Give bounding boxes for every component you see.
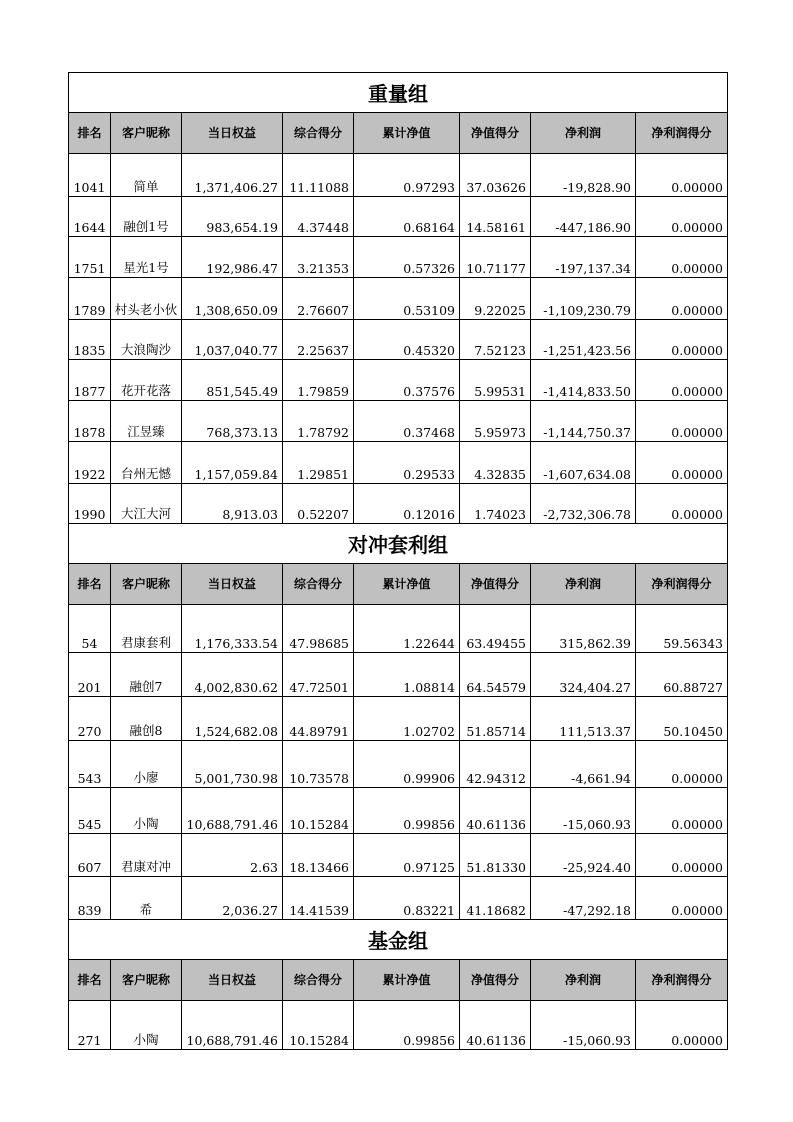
cell-cumulative-nav: 0.57326 (354, 237, 460, 278)
header-row (69, 960, 728, 1001)
cell-net-profit-score: 50.10450 (636, 697, 728, 741)
cell-composite-score: 18.13466 (283, 834, 354, 877)
header-row (69, 564, 728, 605)
cell-rank: 271 (69, 1001, 111, 1050)
header-customer-name: 客户昵称 (111, 113, 182, 154)
ranking-table (68, 72, 728, 1050)
cell-net-profit: -1,414,833.50 (531, 360, 636, 401)
cell-customer-name: 君康套利 (111, 605, 182, 653)
header-composite-score: 综合得分 (283, 564, 354, 605)
cell-net-profit-score: 60.88727 (636, 653, 728, 697)
cell-composite-score: 1.29851 (283, 442, 354, 484)
cell-cumulative-nav: 0.97125 (354, 834, 460, 877)
cell-daily-equity: 851,545.49 (182, 360, 283, 401)
table-row (69, 834, 728, 877)
cell-composite-score: 14.41539 (283, 877, 354, 920)
cell-customer-name: 台州无憾 (111, 442, 182, 484)
table-row (69, 484, 728, 524)
cell-customer-name: 大浪陶沙 (111, 320, 182, 360)
cell-rank: 270 (69, 697, 111, 741)
header-rank: 排名 (69, 564, 111, 605)
cell-nav-score: 40.61136 (460, 788, 531, 834)
cell-rank: 1878 (69, 401, 111, 442)
cell-net-profit: -2,732,306.78 (531, 484, 636, 524)
cell-daily-equity: 1,176,333.54 (182, 605, 283, 653)
table-row (69, 697, 728, 741)
cell-net-profit-score: 0.00000 (636, 1001, 728, 1050)
cell-composite-score: 10.15284 (283, 788, 354, 834)
cell-nav-score: 14.58161 (460, 197, 531, 237)
header-net-profit-score: 净利润得分 (636, 960, 728, 1001)
group-title: 对冲套利组 (69, 524, 728, 564)
cell-customer-name: 村头老小伙 (111, 278, 182, 320)
cell-customer-name: 小陶 (111, 788, 182, 834)
cell-rank: 1990 (69, 484, 111, 524)
header-net-profit: 净利润 (531, 960, 636, 1001)
table-row (69, 1001, 728, 1050)
cell-net-profit: -1,144,750.37 (531, 401, 636, 442)
cell-net-profit: -197,137.34 (531, 237, 636, 278)
header-cumulative-nav: 累计净值 (354, 564, 460, 605)
cell-cumulative-nav: 1.08814 (354, 653, 460, 697)
cell-daily-equity: 983,654.19 (182, 197, 283, 237)
cell-net-profit-score: 0.00000 (636, 834, 728, 877)
cell-net-profit-score: 0.00000 (636, 320, 728, 360)
cell-composite-score: 44.89791 (283, 697, 354, 741)
cell-net-profit: -1,251,423.56 (531, 320, 636, 360)
cell-rank: 1789 (69, 278, 111, 320)
cell-composite-score: 4.37448 (283, 197, 354, 237)
cell-daily-equity: 5,001,730.98 (182, 741, 283, 788)
cell-net-profit-score: 59.56343 (636, 605, 728, 653)
cell-net-profit-score: 0.00000 (636, 484, 728, 524)
cell-rank: 201 (69, 653, 111, 697)
table-row (69, 197, 728, 237)
cell-cumulative-nav: 0.99856 (354, 1001, 460, 1050)
table-row (69, 237, 728, 278)
cell-net-profit: -447,186.90 (531, 197, 636, 237)
cell-composite-score: 11.11088 (283, 154, 354, 197)
cell-nav-score: 10.71177 (460, 237, 531, 278)
cell-customer-name: 融创8 (111, 697, 182, 741)
cell-nav-score: 7.52123 (460, 320, 531, 360)
header-nav-score: 净值得分 (460, 960, 531, 1001)
group-title-row (69, 920, 728, 960)
cell-net-profit: -47,292.18 (531, 877, 636, 920)
cell-customer-name: 希 (111, 877, 182, 920)
cell-customer-name: 小廖 (111, 741, 182, 788)
cell-customer-name: 江昱臻 (111, 401, 182, 442)
cell-net-profit: -1,607,634.08 (531, 442, 636, 484)
table-row (69, 653, 728, 697)
cell-nav-score: 5.99531 (460, 360, 531, 401)
cell-cumulative-nav: 0.53109 (354, 278, 460, 320)
cell-nav-score: 64.54579 (460, 653, 531, 697)
group-title-row (69, 73, 728, 113)
cell-daily-equity: 10,688,791.46 (182, 1001, 283, 1050)
header-cumulative-nav: 累计净值 (354, 113, 460, 154)
header-net-profit-score: 净利润得分 (636, 564, 728, 605)
cell-net-profit: -15,060.93 (531, 788, 636, 834)
cell-customer-name: 君康对冲 (111, 834, 182, 877)
cell-net-profit-score: 0.00000 (636, 741, 728, 788)
cell-net-profit-score: 0.00000 (636, 278, 728, 320)
cell-daily-equity: 768,373.13 (182, 401, 283, 442)
cell-rank: 839 (69, 877, 111, 920)
cell-nav-score: 51.81330 (460, 834, 531, 877)
cell-net-profit-score: 0.00000 (636, 788, 728, 834)
cell-cumulative-nav: 0.37576 (354, 360, 460, 401)
cell-nav-score: 1.74023 (460, 484, 531, 524)
cell-cumulative-nav: 0.97293 (354, 154, 460, 197)
cell-rank: 543 (69, 741, 111, 788)
cell-nav-score: 4.32835 (460, 442, 531, 484)
cell-rank: 1922 (69, 442, 111, 484)
table-row (69, 605, 728, 653)
cell-cumulative-nav: 0.68164 (354, 197, 460, 237)
cell-composite-score: 3.21353 (283, 237, 354, 278)
cell-daily-equity: 4,002,830.62 (182, 653, 283, 697)
cell-net-profit-score: 0.00000 (636, 197, 728, 237)
cell-composite-score: 1.79859 (283, 360, 354, 401)
group-title-row (69, 524, 728, 564)
cell-customer-name: 大江大河 (111, 484, 182, 524)
cell-net-profit-score: 0.00000 (636, 154, 728, 197)
cell-daily-equity: 1,037,040.77 (182, 320, 283, 360)
table-row (69, 401, 728, 442)
cell-nav-score: 37.03626 (460, 154, 531, 197)
cell-daily-equity: 1,157,059.84 (182, 442, 283, 484)
header-composite-score: 综合得分 (283, 960, 354, 1001)
cell-cumulative-nav: 0.99856 (354, 788, 460, 834)
cell-cumulative-nav: 1.22644 (354, 605, 460, 653)
cell-composite-score: 10.73578 (283, 741, 354, 788)
header-rank: 排名 (69, 960, 111, 1001)
cell-composite-score: 2.76607 (283, 278, 354, 320)
table-row (69, 360, 728, 401)
header-net-profit: 净利润 (531, 113, 636, 154)
cell-daily-equity: 2,036.27 (182, 877, 283, 920)
cell-cumulative-nav: 0.29533 (354, 442, 460, 484)
header-daily-equity: 当日权益 (182, 564, 283, 605)
header-nav-score: 净值得分 (460, 564, 531, 605)
cell-composite-score: 47.72501 (283, 653, 354, 697)
cell-net-profit-score: 0.00000 (636, 360, 728, 401)
header-nav-score: 净值得分 (460, 113, 531, 154)
cell-rank: 1877 (69, 360, 111, 401)
cell-customer-name: 花开花落 (111, 360, 182, 401)
cell-daily-equity: 2.63 (182, 834, 283, 877)
cell-cumulative-nav: 0.37468 (354, 401, 460, 442)
table-row (69, 877, 728, 920)
cell-net-profit: -25,924.40 (531, 834, 636, 877)
table-row (69, 154, 728, 197)
cell-daily-equity: 1,308,650.09 (182, 278, 283, 320)
cell-net-profit-score: 0.00000 (636, 877, 728, 920)
cell-customer-name: 融创7 (111, 653, 182, 697)
table-row (69, 320, 728, 360)
table-row (69, 741, 728, 788)
table-row (69, 788, 728, 834)
header-net-profit: 净利润 (531, 564, 636, 605)
cell-daily-equity: 10,688,791.46 (182, 788, 283, 834)
cell-net-profit: -19,828.90 (531, 154, 636, 197)
cell-net-profit: 324,404.27 (531, 653, 636, 697)
table-row (69, 442, 728, 484)
header-rank: 排名 (69, 113, 111, 154)
table-row (69, 278, 728, 320)
header-customer-name: 客户昵称 (111, 960, 182, 1001)
cell-net-profit: 111,513.37 (531, 697, 636, 741)
cell-rank: 1835 (69, 320, 111, 360)
group-title: 基金组 (69, 920, 728, 960)
cell-nav-score: 9.22025 (460, 278, 531, 320)
cell-net-profit-score: 0.00000 (636, 237, 728, 278)
cell-net-profit: 315,862.39 (531, 605, 636, 653)
cell-daily-equity: 192,986.47 (182, 237, 283, 278)
cell-composite-score: 1.78792 (283, 401, 354, 442)
cell-cumulative-nav: 0.12016 (354, 484, 460, 524)
cell-daily-equity: 8,913.03 (182, 484, 283, 524)
header-daily-equity: 当日权益 (182, 113, 283, 154)
cell-nav-score: 40.61136 (460, 1001, 531, 1050)
cell-nav-score: 63.49455 (460, 605, 531, 653)
cell-nav-score: 41.18682 (460, 877, 531, 920)
cell-rank: 1041 (69, 154, 111, 197)
cell-customer-name: 星光1号 (111, 237, 182, 278)
cell-rank: 54 (69, 605, 111, 653)
cell-cumulative-nav: 0.99906 (354, 741, 460, 788)
group-title: 重量组 (69, 73, 728, 113)
cell-rank: 1751 (69, 237, 111, 278)
header-row (69, 113, 728, 154)
cell-daily-equity: 1,524,682.08 (182, 697, 283, 741)
cell-customer-name: 小陶 (111, 1001, 182, 1050)
cell-cumulative-nav: 0.45320 (354, 320, 460, 360)
header-daily-equity: 当日权益 (182, 960, 283, 1001)
cell-net-profit-score: 0.00000 (636, 401, 728, 442)
header-composite-score: 综合得分 (283, 113, 354, 154)
cell-rank: 607 (69, 834, 111, 877)
header-customer-name: 客户昵称 (111, 564, 182, 605)
cell-cumulative-nav: 0.83221 (354, 877, 460, 920)
cell-cumulative-nav: 1.02702 (354, 697, 460, 741)
cell-customer-name: 简单 (111, 154, 182, 197)
cell-net-profit: -15,060.93 (531, 1001, 636, 1050)
cell-daily-equity: 1,371,406.27 (182, 154, 283, 197)
cell-nav-score: 51.85714 (460, 697, 531, 741)
header-cumulative-nav: 累计净值 (354, 960, 460, 1001)
header-net-profit-score: 净利润得分 (636, 113, 728, 154)
cell-customer-name: 融创1号 (111, 197, 182, 237)
cell-nav-score: 42.94312 (460, 741, 531, 788)
cell-rank: 1644 (69, 197, 111, 237)
cell-composite-score: 47.98685 (283, 605, 354, 653)
cell-composite-score: 0.52207 (283, 484, 354, 524)
cell-nav-score: 5.95973 (460, 401, 531, 442)
cell-rank: 545 (69, 788, 111, 834)
cell-composite-score: 2.25637 (283, 320, 354, 360)
cell-composite-score: 10.15284 (283, 1001, 354, 1050)
cell-net-profit-score: 0.00000 (636, 442, 728, 484)
cell-net-profit: -1,109,230.79 (531, 278, 636, 320)
cell-net-profit: -4,661.94 (531, 741, 636, 788)
ranking-sheet (68, 72, 727, 1050)
